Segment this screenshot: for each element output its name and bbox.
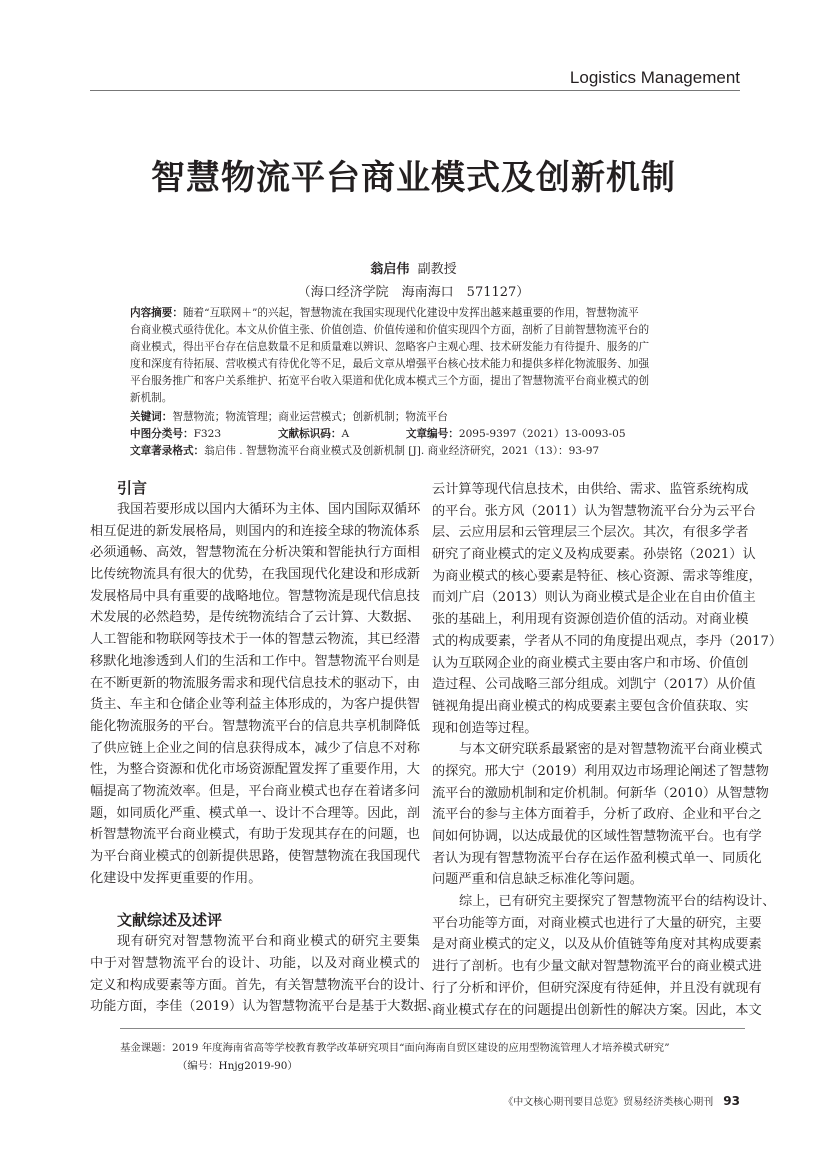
- body-text-line: 商业模式存在的问题提出创新性的解决方案。因此，本文: [432, 1002, 762, 1018]
- doc-code-label: 文献标识码：: [277, 428, 342, 440]
- body-text-line: 人工智能和物联网等技术于一体的智慧云物流，其已经潜: [90, 632, 420, 648]
- abstract-text: 平台服务推广和客户关系维护、拓宽平台收入渠道和优化成本模式三个方面，提出了智慧物流平台商业模式的创: [130, 375, 650, 387]
- abstract-label: 内容摘要：: [130, 307, 183, 319]
- body-text-line: 是对商业模式的定义，以及从价值链等角度对其构成要素: [432, 937, 762, 953]
- page-number: 93: [723, 1094, 740, 1108]
- funding-footnote: [120, 1039, 745, 1075]
- body-text-line: 链视角提出商业模式的构成要素主要包含价值获取、实: [432, 698, 749, 714]
- body-text-line: 与本文研究联系最紧密的是对智慧物流平台商业模式: [459, 742, 763, 758]
- body-text-line: 题，如同质化严重、模式单一、设计不合理等。因此，剖: [90, 805, 420, 821]
- abstract-line: [130, 390, 745, 407]
- body-text-line: 行了分析和评价，但研究深度有待延伸，并且没有就现有: [432, 980, 762, 996]
- body-text-line: 流平台的激励机制和定价机制。何新华（2010）从智慧物: [432, 785, 769, 801]
- citation-label: 文章著录格式：: [130, 445, 205, 457]
- clc-label: 中图分类号：: [130, 428, 194, 440]
- body-text-line: 综上，已有研究主要探究了智慧物流平台的结构设计、: [459, 894, 776, 910]
- body-text-line: 层、云应用层和云管理层三个层次。其次，有很多学者: [432, 525, 749, 541]
- page-footer: [480, 1093, 740, 1108]
- body-text-line: 定义和构成要素等方面。首先，有关智慧物流平台的设计、: [90, 977, 433, 993]
- article-number-label: 文章编号：: [405, 428, 459, 440]
- body-text-line: 在不断更新的物流服务需求和现代信息技术的驱动下，由: [90, 675, 420, 691]
- body-text-line: 发展格局中具有重要的战略地位。智慧物流是现代信息技: [90, 588, 420, 604]
- body-text-line: 现和创造等过程。: [432, 720, 538, 736]
- clc-value: F323: [193, 428, 222, 440]
- abstract-line: [130, 356, 745, 373]
- body-text-line: 的平台。张方风（2011）认为智慧物流平台分为云平台: [432, 503, 756, 519]
- body-text-line: 认为互联网企业的商业模式主要由客户和市场、价值创: [432, 655, 749, 671]
- footnote-rule: [120, 1028, 745, 1029]
- article-number-value: 2095-9397（2021）13-0093-05: [458, 428, 626, 440]
- section-heading: 引言: [117, 479, 148, 497]
- funding-line-2: （编号：Hnjg2019-90）: [177, 1060, 298, 1072]
- body-text-line: 进行了剖析。也有少量文献对智慧物流平台的商业模式进: [432, 959, 762, 975]
- funding-line-1: 基金课题：2019 年度海南省高等学校教育教学改革研究项目“面向海南自贸区建设的应用型物流管理人才培养模式研究”: [120, 1042, 670, 1054]
- body-text-line: 能化物流服务的平台。智慧物流平台的信息共享机制降低: [90, 718, 420, 734]
- author-name: 翁启伟: [370, 262, 410, 277]
- header-rule: [90, 90, 740, 91]
- body-text-line: 化建设中发挥更重要的作用。: [90, 870, 262, 886]
- author-line: [0, 258, 827, 277]
- keywords-value: 智慧物流；物流管理；商业运营模式；创新机制；物流平台: [172, 411, 448, 423]
- body-text-line: 造过程、公司战略三部分组成。刘凯宁（2017）从价值: [432, 677, 756, 693]
- abstract-text: 台商业模式亟待优化。本文从价值主张、价值创造、价值传递和价值实现四个方面，剖析了目前智慧物流平台的: [130, 324, 650, 336]
- body-text-line: 货主、车主和仓储企业等利益主体形成的，为客户提供智: [90, 697, 420, 713]
- classification-line: [130, 426, 745, 443]
- body-text-line: 比传统物流具有很大的优势，在我国现代化建设和形成新: [90, 567, 420, 583]
- body-text-line: 流平台的参与主体方面着手，分析了政府、企业和平台之: [432, 807, 762, 823]
- keywords-label: 关键词：: [130, 411, 173, 423]
- body-text-line: 术发展的必然趋势，是传统物流结合了云计算、大数据、: [90, 610, 420, 626]
- body-column-left: [90, 477, 441, 1018]
- body-text-line: 中于对智慧物流平台的设计、功能，以及对商业模式的: [90, 956, 420, 972]
- body-text-line: 为商业模式的核心要素是特征、核心资源、需求等维度，: [432, 568, 762, 584]
- body-text-line: 性，为整合资源和优化市场资源配置发挥了重要作用，大: [90, 762, 420, 778]
- abstract-text: 新机制。: [130, 392, 173, 404]
- body-text-line: 张的基础上，利用现有资源创造价值的活动。对商业模: [432, 612, 749, 628]
- body-text-line: 的探究。邢大宁（2019）利用双边市场理论阐述了智慧物: [432, 763, 769, 779]
- journal-index-note: 《中文核心期刊要目总览》贸易经济类核心期刊: [503, 1097, 714, 1108]
- body-text-line: 者认为现有智慧物流平台存在运作盈利模式单一、同质化: [432, 850, 762, 866]
- body-text-line: 析智慧物流平台商业模式，有助于发现其存在的问题，也: [90, 827, 420, 843]
- body-text-line: 为平台商业模式的创新提供思路，使智慧物流在我国现代: [90, 849, 420, 864]
- body-text-line: 式的构成要素，学者从不同的角度提出观点，李丹（2017）: [432, 633, 783, 649]
- body-text-line: 研究了商业模式的定义及构成要素。孙崇铭（2021）认: [432, 547, 756, 563]
- body-text-line: 幅提高了物流效率。但是，平台商业模式也存在着诸多问: [90, 783, 420, 799]
- abstract: [130, 305, 745, 407]
- abstract-text: 随着“互联网＋”的兴起，智慧物流在我国实现现代化建设中发挥出越来越重要的作用，智慧物流平: [182, 307, 639, 319]
- body-text-line: 相互促进的新发展格局，则国内的和连接全球的物流体系: [90, 523, 420, 539]
- author-affiliation: （海口经济学院 海南海口 571127）: [297, 285, 530, 300]
- body-text-line: 必须通畅、高效，智慧物流在分析决策和智能执行方面相: [90, 545, 420, 561]
- keywords: [130, 409, 745, 426]
- abstract-line: [130, 322, 745, 339]
- body-text-line: 现有研究对智慧物流平台和商业模式的研究主要集: [117, 934, 420, 950]
- article-title: 智慧物流平台商业模式及创新机制: [151, 158, 676, 198]
- running-head: Logistics Management: [569, 68, 740, 87]
- body-text-line: 问题严重和信息缺乏标准化等问题。: [432, 872, 643, 888]
- body-text-line: 移默化地渗透到人们的生活和工作中。智慧物流平台则是: [90, 653, 420, 669]
- body-text-line: 云计算等现代信息技术，由供给、需求、监管系统构成: [432, 482, 749, 497]
- abstract-text: 商业模式，得出平台存在信息数量不足和质量难以辨识、忽略客户主观心理、技术研发能力有待提升、服务的广: [130, 341, 650, 353]
- body-text-line: 平台功能等方面，对商业模式也进行了大量的研究，主要: [432, 915, 762, 931]
- body-column-right: [432, 479, 783, 1021]
- author-title: 副教授: [417, 262, 457, 277]
- abstract-text: 度和深度有待拓展、营收模式有待优化等不足，最后文章从增强平台核心技术能力和提供多样化物流服务、加强: [130, 358, 650, 370]
- body-text-line: 间如何协调，以达成最优的区域性智慧物流平台。也有学: [432, 829, 762, 844]
- body-text-line: 而刘广启（2013）则认为商业模式是企业在自由价值主: [432, 590, 756, 606]
- section-heading: 文献综述及述评: [117, 911, 223, 930]
- body-text-line: 了供应链上企业之间的信息获得成本，减少了信息不对称: [90, 740, 420, 756]
- citation-format: [130, 443, 745, 460]
- abstract-line: [130, 339, 745, 356]
- doc-code-value: A: [341, 428, 350, 440]
- abstract-line: [130, 373, 745, 390]
- body-text-line: 功能方面，李佳（2019）认为智慧物流平台是基于大数据、: [90, 999, 441, 1015]
- abstract-line: [130, 305, 745, 322]
- citation-value: 翁启伟 . 智慧物流平台商业模式及创新机制 [J]. 商业经济研究，2021（13）：93-97: [204, 445, 600, 457]
- body-text-line: 我国若要形成以国内大循环为主体、国内国际双循环: [117, 502, 421, 517]
